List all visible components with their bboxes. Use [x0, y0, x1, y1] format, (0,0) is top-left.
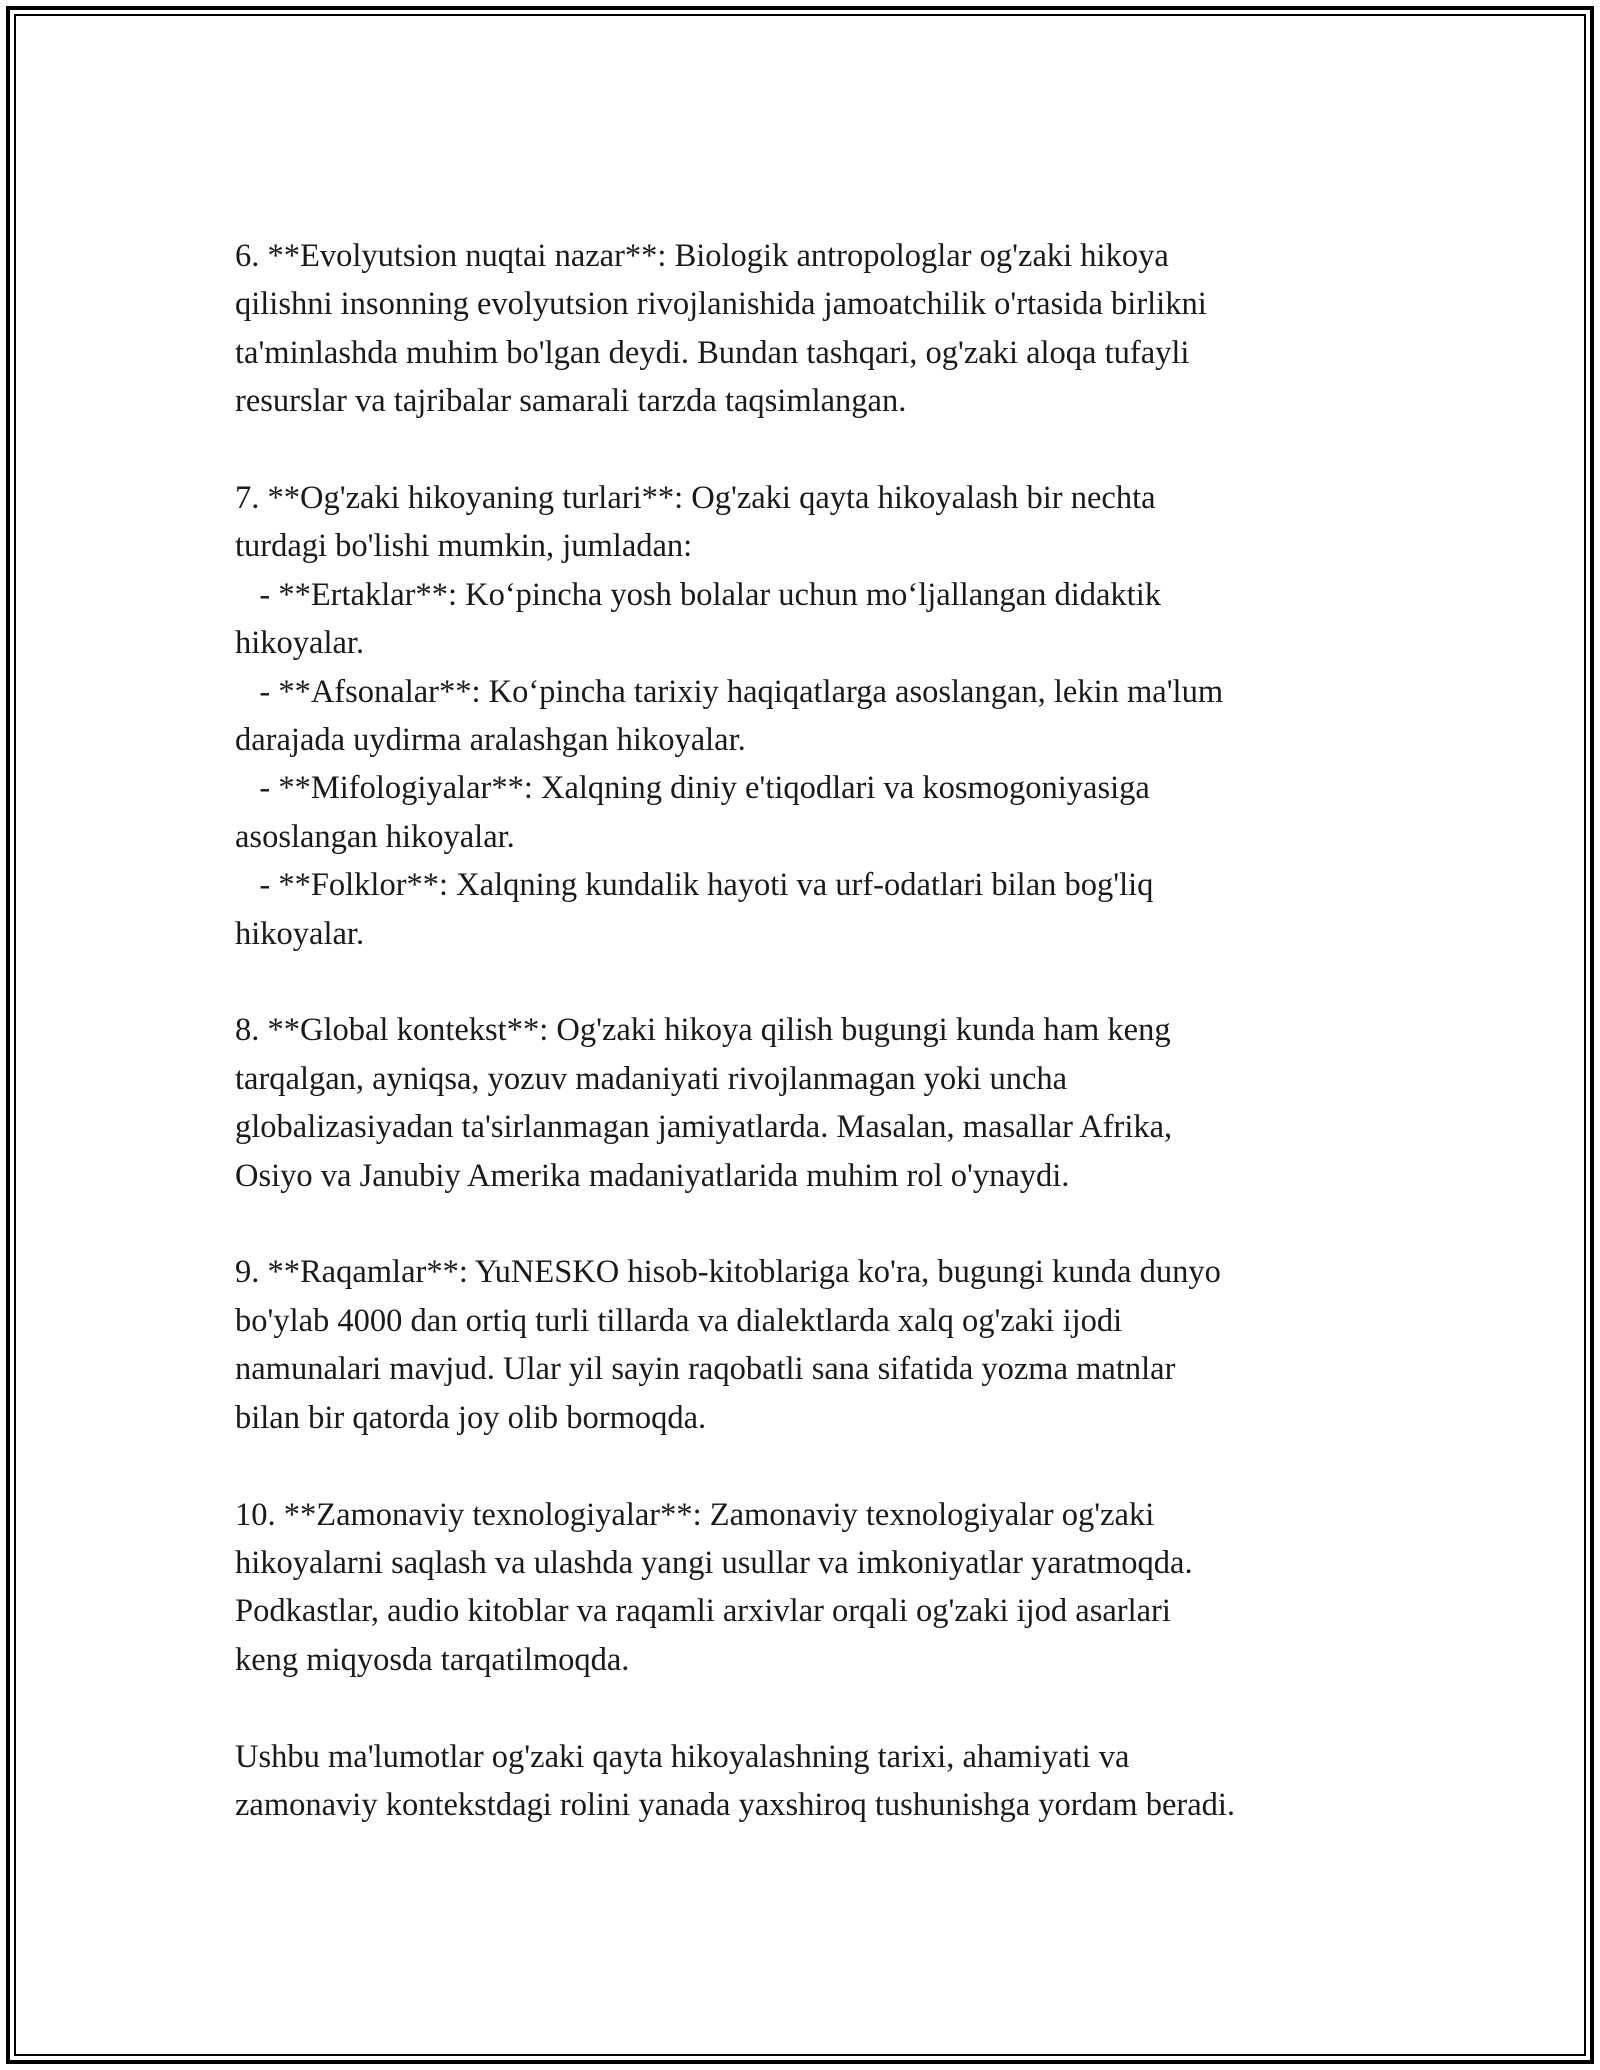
text-line: 6. **Evolyutsion nuqtai nazar**: Biologik antropologlar og'zaki hikoya	[235, 238, 1169, 274]
text-line: asoslangan hikoyalar.	[235, 818, 515, 855]
paragraph	[235, 1733, 1395, 1830]
text-line: Podkastlar, audio kitoblar va raqamli arxivlar orqali og'zaki ijod asarlari	[235, 1593, 1171, 1630]
text-line: qilishni insonning evolyutsion rivojlanishida jamoatchilik o'rtasida birlikni	[235, 286, 1207, 323]
text-line: 8. **Global kontekst**: Og'zaki hikoya qilish bugungi kunda ham keng	[235, 1012, 1171, 1049]
text-line: bo'ylab 4000 dan ortiq turli tillarda va dialektlarda xalq og'zaki ijodi	[235, 1302, 1123, 1339]
text-line: hikoyalar.	[235, 915, 365, 952]
text-line: Ushbu ma'lumotlar og'zaki qayta hikoyalashning tarixi, ahamiyati va	[235, 1738, 1130, 1775]
text-line: zamonaviy kontekstdagi rolini yanada yaxshiroq tushunishga yordam beradi.	[235, 1786, 1236, 1823]
text-line: resurslar va tajribalar samarali tarzda taqsimlangan.	[235, 383, 907, 420]
paragraph	[235, 1006, 1395, 1200]
text-line: Osiyo va Janubiy Amerika madaniyatlarida muhim rol o'ynaydi.	[235, 1157, 1070, 1194]
paragraph	[235, 232, 1395, 426]
text-line: 9. **Raqamlar**: YuNESKO hisob-kitoblariga ko'ra, bugungi kunda dunyo	[235, 1254, 1221, 1291]
paragraph	[235, 1248, 1395, 1442]
paragraph	[235, 474, 1395, 958]
text-line: - **Folklor**: Xalqning kundalik hayoti va urf-odatlari bilan bog'liq	[235, 867, 1154, 904]
text-line: - **Mifologiyalar**: Xalqning diniy e'tiqodlari va kosmogoniyasiga	[235, 770, 1150, 807]
text-line: 10. **Zamonaviy texnologiyalar**: Zamonaviy texnologiyalar og'zaki	[235, 1496, 1155, 1533]
text-line: hikoyalar.	[235, 625, 365, 662]
text-line: bilan bir qatorda joy olib bormoqda.	[235, 1399, 707, 1436]
paragraph	[235, 1491, 1395, 1685]
text-line: ta'minlashda muhim bo'lgan deydi. Bundan tashqari, og'zaki aloqa tufayli	[235, 334, 1190, 371]
text-line: namunalari mavjud. Ular yil sayin raqobatli sana sifatida yozma matnlar	[235, 1351, 1176, 1388]
text-line: - **Afsonalar**: Koʻpincha tarixiy haqiqatlarga asoslangan, lekin ma'lum	[235, 673, 1224, 710]
text-line: turdagi bo'lishi mumkin, jumladan:	[235, 528, 693, 565]
document-body	[235, 232, 1395, 1829]
text-line: hikoyalarni saqlash va ulashda yangi usullar va imkoniyatlar yaratmoqda.	[235, 1544, 1193, 1581]
text-line: - **Ertaklar**: Koʻpincha yosh bolalar uchun moʻljallangan didaktik	[235, 576, 1161, 613]
text-line: tarqalgan, ayniqsa, yozuv madaniyati rivojlanmagan yoki uncha	[235, 1060, 1068, 1097]
text-line: globalizasiyadan ta'sirlanmagan jamiyatlarda. Masalan, masallar Afrika,	[235, 1109, 1173, 1146]
text-line: 7. **Og'zaki hikoyaning turlari**: Og'zaki qayta hikoyalash bir nechta	[235, 480, 1156, 517]
text-line: keng miqyosda tarqatilmoqda.	[235, 1641, 630, 1678]
text-line: darajada uydirma aralashgan hikoyalar.	[235, 722, 746, 759]
